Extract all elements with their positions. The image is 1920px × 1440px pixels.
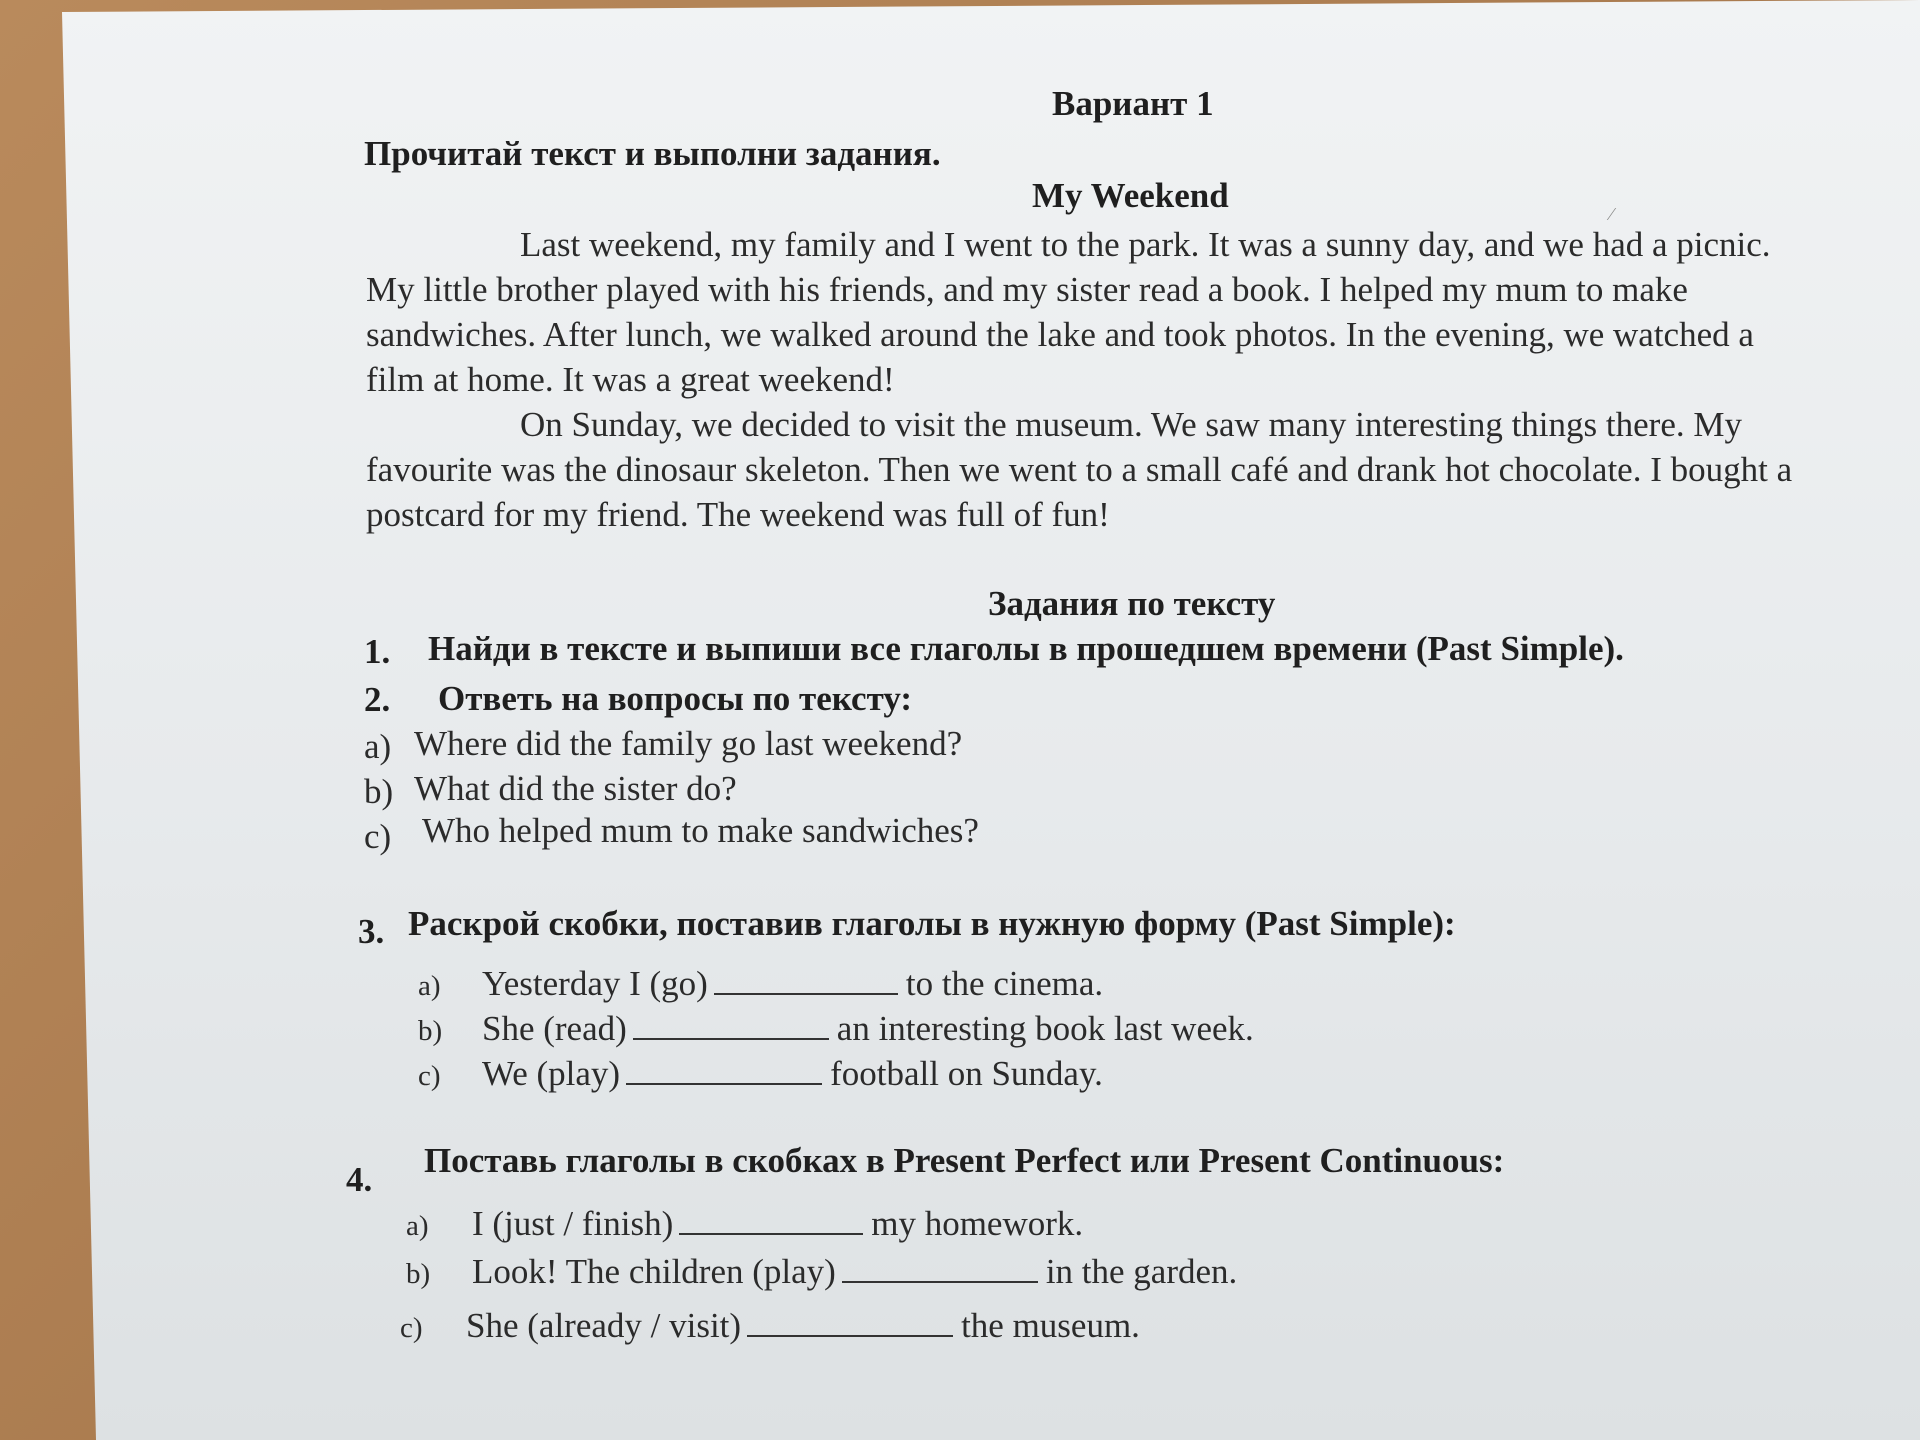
item-letter: a) — [406, 1210, 429, 1242]
exercise-row — [418, 963, 1103, 1004]
item-letter: b) — [418, 1015, 443, 1047]
answer-blank[interactable] — [679, 1203, 863, 1235]
prompt-text: We (play) — [482, 1054, 621, 1093]
item-letter: c) — [400, 1312, 423, 1344]
task-number: 2. — [364, 680, 391, 719]
item-letter: a) — [418, 970, 441, 1002]
sentence-end: an interesting book last week. — [836, 1009, 1254, 1048]
tasks-heading: Задания по тексту — [988, 584, 1276, 623]
instruction: Прочитай текст и выполни задания. — [364, 134, 941, 173]
paragraph-line: favourite was the dinosaur skeleton. Then we went to a small café and drank hot chocolate. I bought a — [366, 450, 1793, 489]
task-text: Найди в тексте и выпиши все глаголы в прошедшем времени (Past Simple). — [428, 629, 1624, 668]
sentence-end: to the cinema. — [905, 964, 1104, 1003]
question-text: Where did the family go last weekend? — [414, 724, 963, 763]
paragraph-line: postcard for my friend. The weekend was full of fun! — [366, 495, 1110, 534]
task-number: 1. — [364, 632, 391, 671]
prompt-text: She (read) — [482, 1009, 627, 1048]
paragraph-line: My little brother played with his friends, and my sister read a book. I helped my mum to make — [366, 270, 1688, 309]
item-letter: a) — [364, 727, 392, 766]
sentence-end: my homework. — [871, 1204, 1084, 1243]
text-title: My Weekend — [1032, 176, 1229, 215]
exercise-row — [406, 1251, 1237, 1292]
item-letter: c) — [364, 817, 392, 856]
prompt-text: She (already / visit) — [466, 1306, 742, 1345]
paragraph-line: film at home. It was a great weekend! — [366, 360, 895, 399]
exercise-row — [406, 1203, 1083, 1244]
pencil-mark: ⁄ — [1610, 204, 1614, 224]
prompt-text: Yesterday I (go) — [482, 964, 708, 1003]
paragraph-line: Last weekend, my family and I went to the park. It was a sunny day, and we had a picnic. — [520, 225, 1771, 264]
exercise-row — [418, 1008, 1254, 1049]
variant-title: Вариант 1 — [1052, 84, 1214, 123]
task-number: 4. — [346, 1160, 373, 1199]
task-text: Раскрой скобки, поставив глаголы в нужную форму (Past Simple): — [408, 904, 1456, 943]
item-letter: b) — [406, 1258, 431, 1290]
sentence-end: the museum. — [961, 1306, 1140, 1345]
sentence-end: in the garden. — [1045, 1252, 1238, 1291]
question-text: What did the sister do? — [414, 769, 737, 808]
task-text: Ответь на вопросы по тексту: — [438, 679, 913, 718]
answer-blank[interactable] — [626, 1053, 822, 1085]
answer-blank[interactable] — [747, 1305, 953, 1337]
answer-blank[interactable] — [714, 963, 898, 995]
item-letter: c) — [418, 1060, 441, 1092]
paragraph-line: sandwiches. After lunch, we walked around the lake and took photos. In the evening, we watched a — [366, 315, 1754, 354]
prompt-text: I (just / finish) — [472, 1204, 674, 1243]
answer-blank[interactable] — [633, 1008, 829, 1040]
paragraph-line: On Sunday, we decided to visit the museum. We saw many interesting things there. My — [520, 405, 1742, 444]
exercise-row — [400, 1305, 1140, 1346]
prompt-text: Look! The children (play) — [472, 1252, 836, 1291]
task-number: 3. — [358, 912, 385, 951]
sentence-end: football on Sunday. — [830, 1054, 1103, 1093]
answer-blank[interactable] — [842, 1251, 1038, 1283]
item-letter: b) — [364, 772, 394, 811]
question-text: Who helped mum to make sandwiches? — [422, 811, 979, 850]
task-text: Поставь глаголы в скобках в Present Perfect или Present Continuous: — [424, 1141, 1505, 1180]
exercise-row — [418, 1053, 1103, 1094]
